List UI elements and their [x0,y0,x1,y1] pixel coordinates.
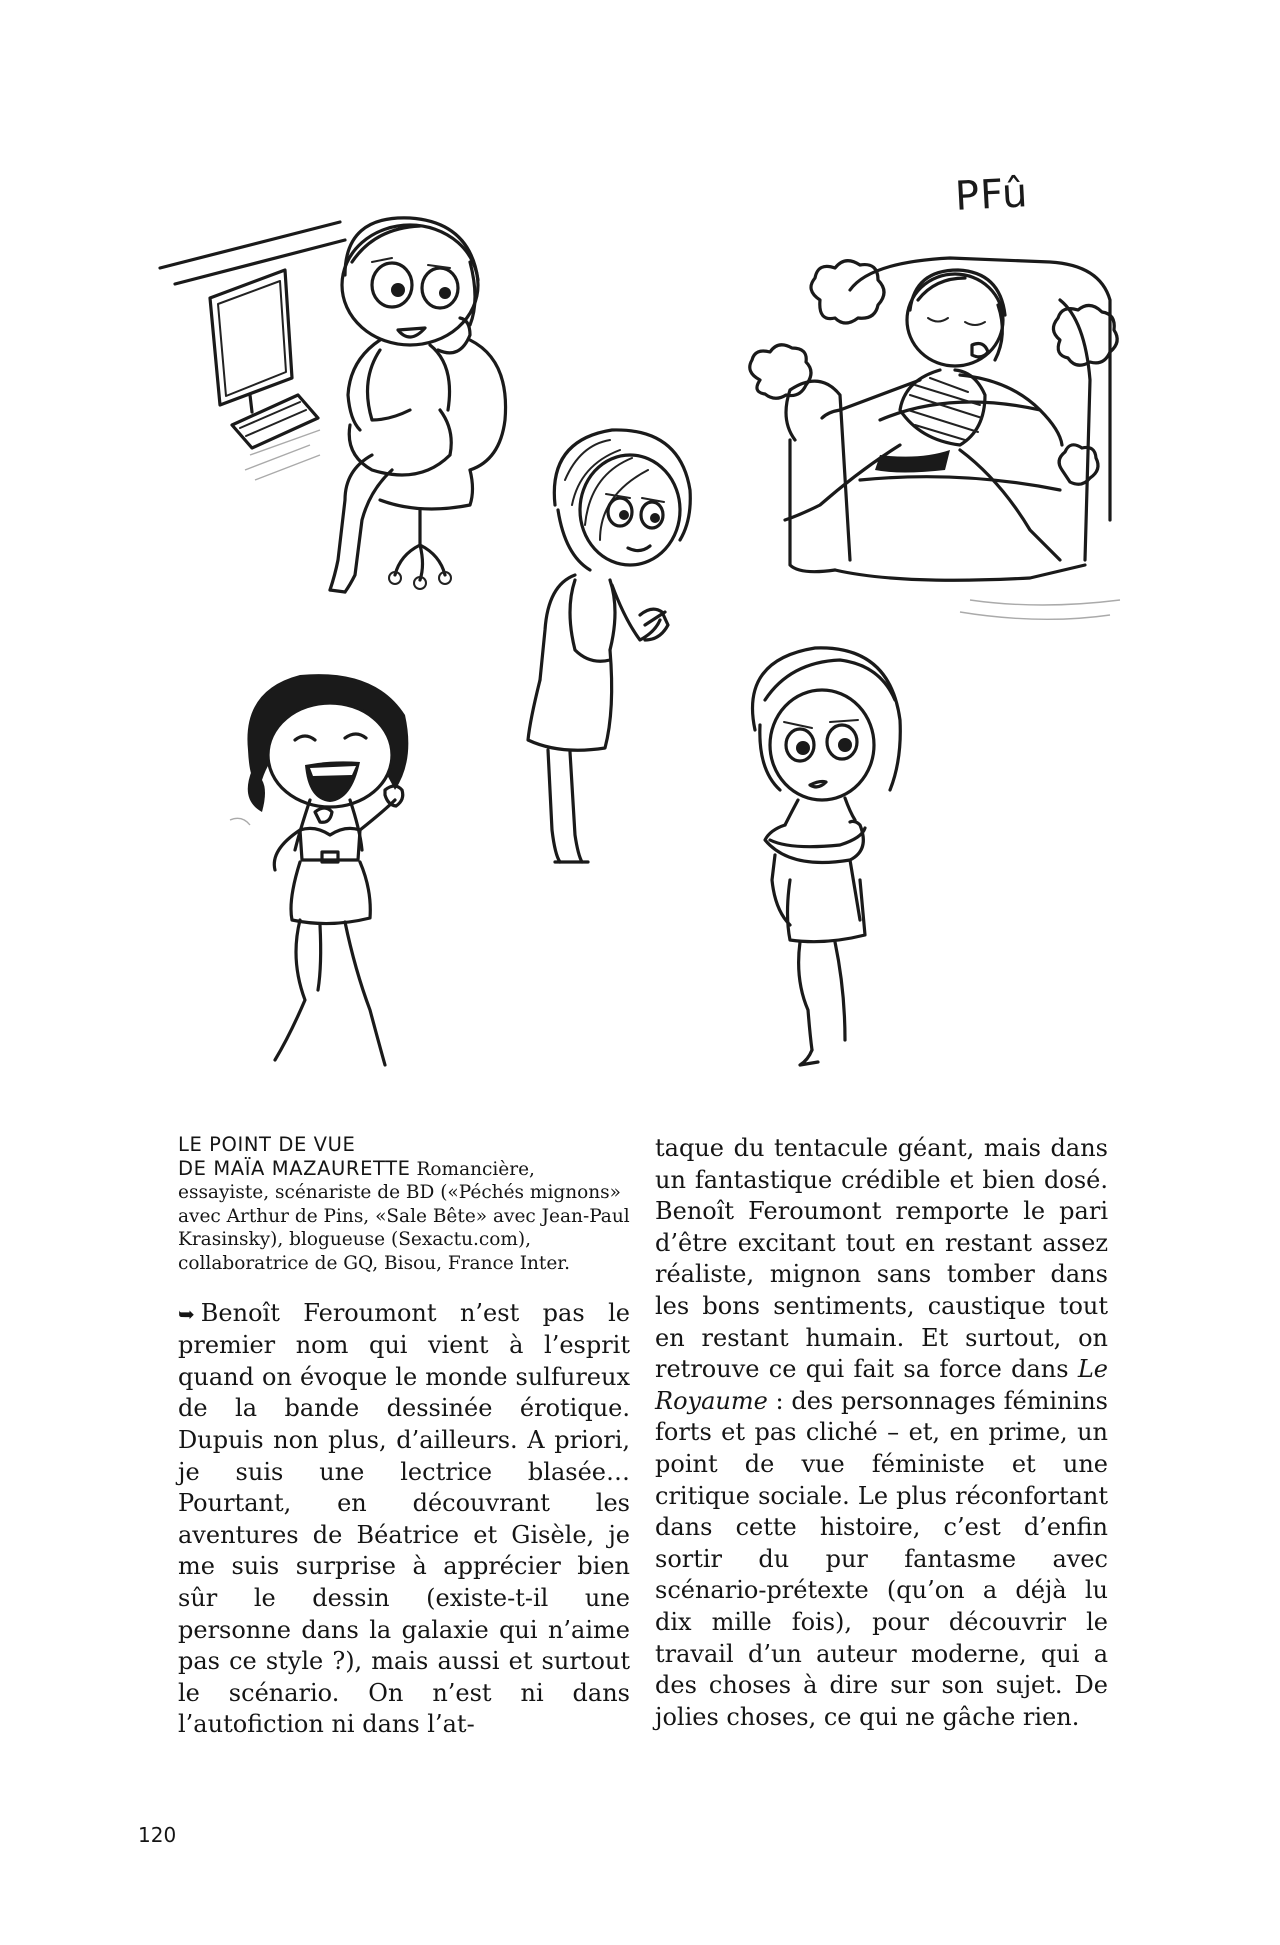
right-column [655,1133,1108,1733]
book-title: Le Royaume [655,1355,1108,1415]
article-paragraph-part3: : des personnages féminins forts et pas cliché – et, en prime, un point de vue féministe et une critique sociale. Le plus réconfortant dans cette histoire, c’est d’enfin sortir du pur fantasme avec scénario-prétexte (qu’on a déjà lu dix mille fois), pour découvrir le travail d’un auteur moderne, qui a des choses à dire sur son sujet. De jolies choses, ce qui ne gâche rien. [655,1386,1108,1731]
arrow-bullet-icon: ➥ [178,1301,195,1326]
figure-arms-crossed [753,648,901,1065]
figure-laughing [230,674,408,1065]
article-paragraph-part2: taque du tentacule géant, mais dans un fantastique crédible et bien dosé. Benoît Feroumont remporte le pari d’être excitant tout en restant assez réaliste, mignon sans tomber dans les bons sentiments, caustique tout en restant humain. Et surtout, on retrouve ce qui fait sa force dans [655,1134,1108,1384]
page-number: 120 [138,1823,177,1847]
credit-heading-line1: LE POINT DE VUE [178,1133,356,1156]
figure-at-computer [160,218,506,592]
figure-bending [528,430,690,862]
article-text-right [655,1133,1108,1733]
author-credit [178,1133,630,1276]
figure-in-armchair [750,258,1120,619]
credit-heading-line2: DE MAÏA MAZAURETTE [178,1156,411,1180]
sound-effect-text: PFû [953,170,1030,220]
article-text-left [178,1298,630,1741]
article-paragraph-part1: Benoît Feroumont n’est pas le premier nom qui vient à l’esprit quand on évoque le monde sulfureux de la bande dessinée érotique. Dupuis non plus, d’ailleurs. A priori, je suis une lectrice blasée… Pourtant, en découvrant les aventures de Béatrice et Gisèle, je me suis surprise à apprécier bien sûr le dessin (existe-t-il une personne dans la galaxie qui n’aime pas ce style ?), mais aussi et surtout le scénario. On n’est ni dans l’autofiction ni dans l’at- [178,1298,630,1739]
left-column [178,1133,630,1741]
credit-bio: Romancière, essayiste, scénariste de BD («Péchés mignons» avec Arthur de Pins, «Sale Bête» avec Jean-Paul Krasinsky), blogueuse (Sexactu.com), collaboratrice de GQ, Bisou, France Inter. [178,1158,630,1274]
